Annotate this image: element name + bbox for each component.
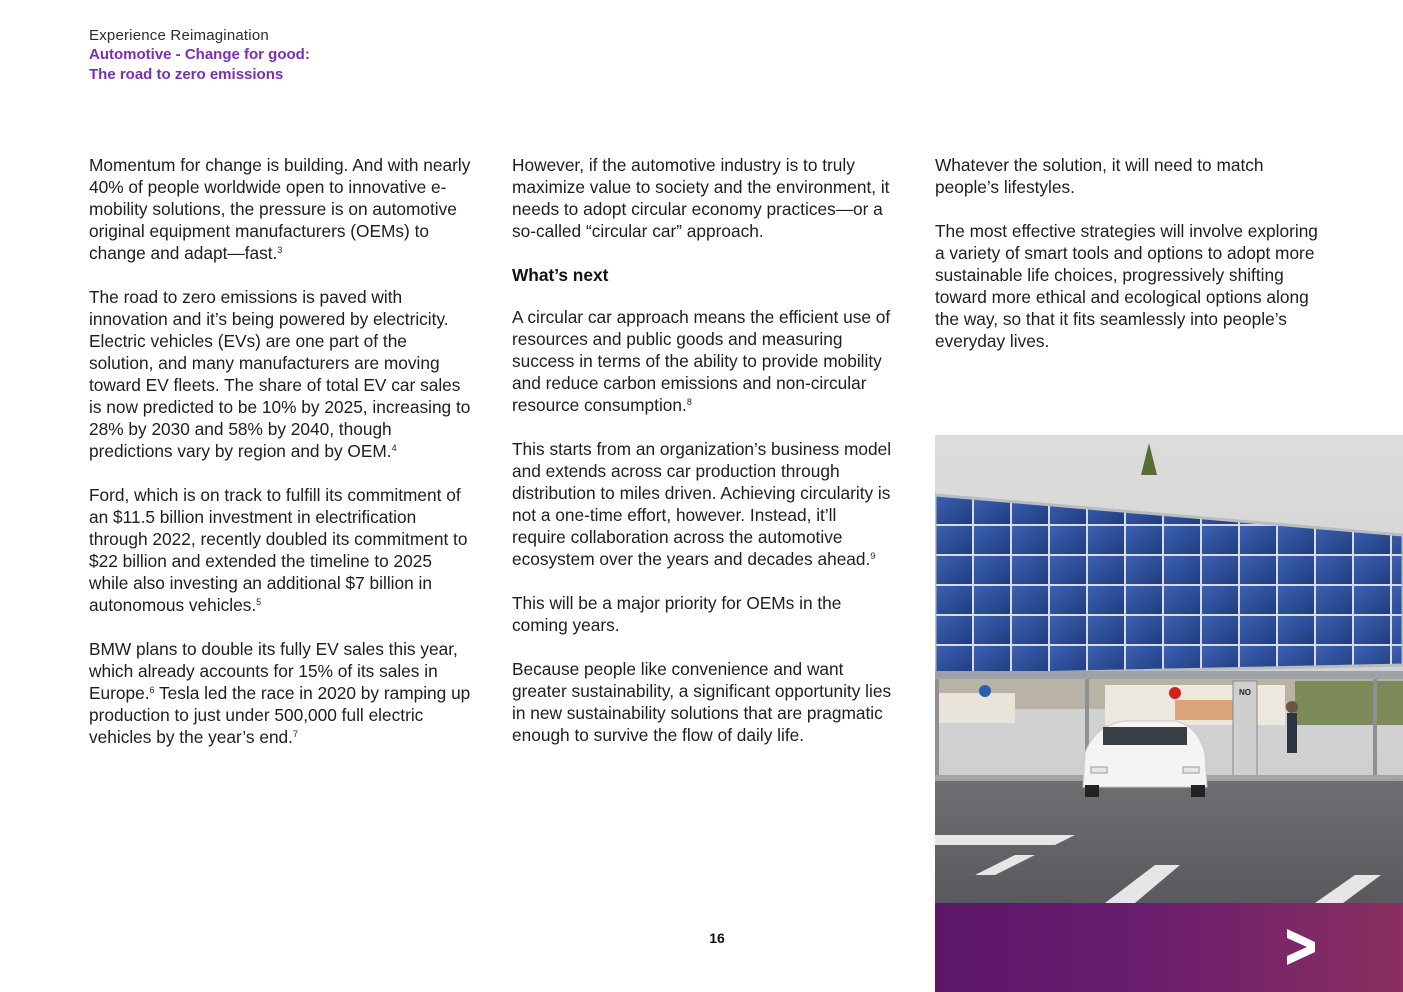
text-column-2 [512, 154, 892, 768]
report-title-line-1: Automotive - Change for good: [89, 46, 310, 63]
footnote-ref[interactable]: 7 [292, 729, 298, 739]
footnote-ref[interactable]: 3 [277, 245, 283, 255]
section-heading-whats-next: What’s next [512, 265, 609, 285]
paragraph: Ford, which is on track to fulfill its commitment of an $11.5 billion investment in electrification through 2022, recently doubled its commitment to $22 billion and extended the timeline to 2025 while also investing an additional $7 billion in autonomous vehicles.$^5$ [89, 485, 468, 615]
paragraph: This starts from an organization’s business model and extends across car production through distribution to miles driven. Achieving circularity is not a one-time effort, however. Instead, it’ll require collaboration across the automotive ecosystem over the years and decades ahead.$^9$ [512, 439, 892, 569]
paragraph: Because people like convenience and want greater sustainability, a significant opportunity lies in new sustainability solutions that are pragmatic enough to survive the flow of daily life. [512, 659, 892, 745]
brand-footer-band [935, 903, 1403, 992]
footnote-ref[interactable]: 8 [686, 397, 692, 407]
solar-carport-photo [935, 435, 1403, 903]
footnote-ref[interactable]: 9 [870, 551, 876, 561]
footnote-ref[interactable]: 4 [391, 443, 397, 453]
paragraph: However, if the automotive industry is to truly maximize value to society and the environment, it needs to adopt circular economy practices—or a so-called “circular car” approach. [512, 155, 890, 241]
report-title-line-2: The road to zero emissions [89, 66, 284, 83]
section-eyebrow: Experience Reimagination [89, 27, 269, 44]
paragraph: This will be a major priority for OEMs in the coming years. [512, 593, 842, 635]
text-column-1 [89, 154, 475, 770]
page-header [89, 27, 310, 85]
text-column-3 [935, 154, 1325, 374]
footnote-ref[interactable]: 6 [149, 685, 155, 695]
footnote-ref[interactable]: 5 [256, 597, 262, 607]
page-number: 16 [709, 930, 725, 946]
paragraph: Momentum for change is building. And with nearly 40% of people worldwide open to innovative e-mobility solutions, the pressure is on automotive original equipment manufacturers (OEMs) to change and adapt—fast.$^3$ [89, 155, 471, 263]
paragraph: The road to zero emissions is paved with innovation and it’s being powered by electricity. Electric vehicles (EVs) are one part of the solution, and many manufacturers are moving toward EV fleets. The share of total EV car sales is now predicted to be 10% by 2025, increasing to 28% by 2030 and 58% by 2040, though predictions vary by region and by OEM.$^4$ [89, 287, 471, 461]
paragraph: A circular car approach means the efficient use of resources and public goods and measuring success in terms of the ability to provide mobility and reduce carbon emissions and non-circular resource consumption.$^8$ [512, 307, 891, 415]
accenture-greater-than-icon [1285, 929, 1317, 965]
station-sign-text: NO [1239, 688, 1251, 697]
paragraph: BMW plans to double its fully EV sales this year, which already accounts for 15% of its sales in Europe.$^6$ Tesla led the race in 2020 by ramping up production to just under 500,000 full electric vehicles by the year’s end.$^7$ [89, 639, 471, 747]
paragraph: The most effective strategies will involve exploring a variety of smart tools and options to adopt more sustainable life choices, progressively shifting toward more ethical and ecological options along the way, so that it fits seamlessly into people’s everyday lives. [935, 221, 1318, 351]
paragraph: Whatever the solution, it will need to match people’s lifestyles. [935, 155, 1264, 197]
